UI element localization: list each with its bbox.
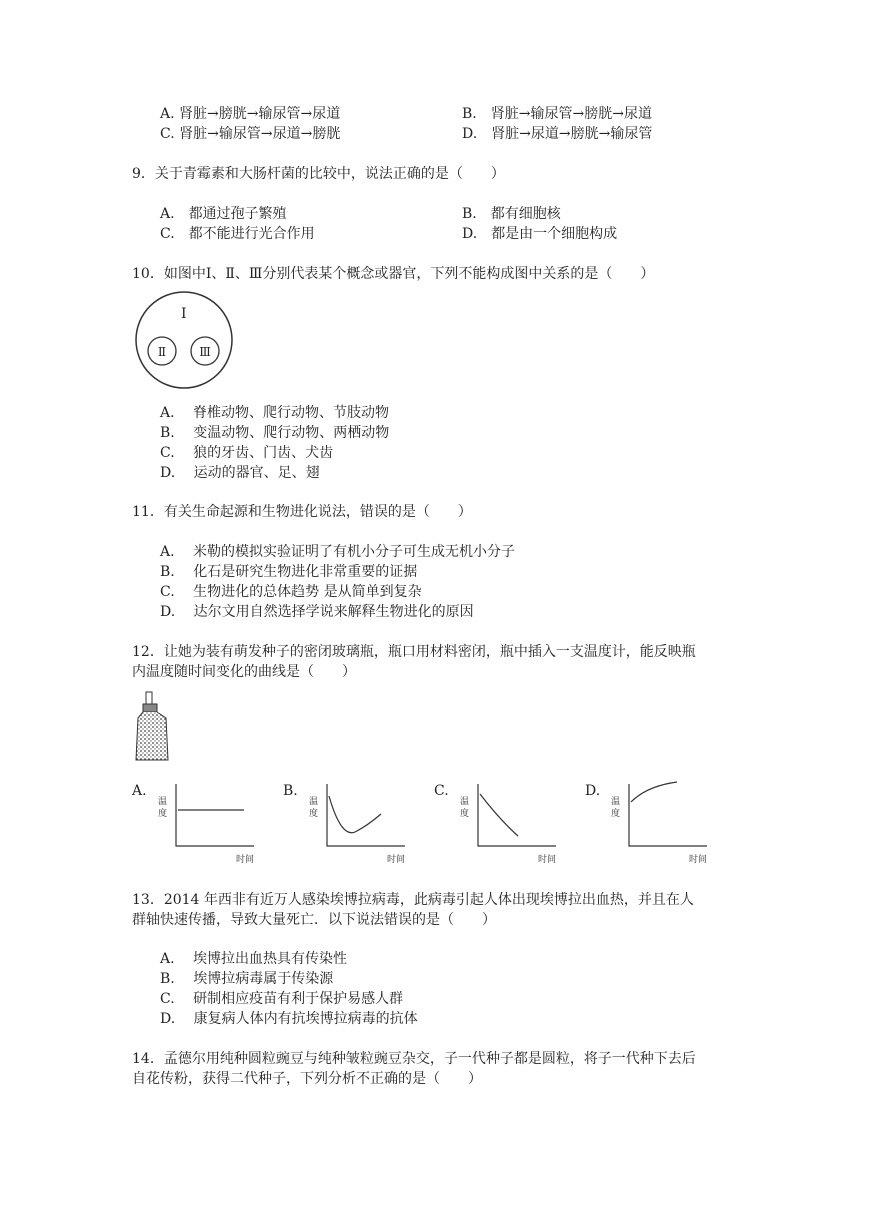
q10-option-d: D. 运动的器官、足、翅	[160, 465, 320, 481]
q12-option-b-label: B.	[283, 783, 298, 799]
q12-option-a-label: A.	[132, 783, 147, 799]
chart-axes	[327, 784, 405, 846]
q12-stem-line2: 内温度随时间变化的曲线是（ ）	[132, 664, 356, 680]
q13-option-a: A. 埃博拉出血热具有传染性	[160, 951, 348, 967]
y-axis-label-char: 温	[460, 797, 470, 807]
q13-stem-line1: 13．2014 年西非有近万人感染埃博拉病毒，此病毒引起人体出现埃博拉出血热，并且在人	[132, 892, 694, 908]
q10-stem: 10．如图中Ⅰ、Ⅱ、Ⅲ分别代表某个概念或器官，下列不能构成图中关系的是（ ）	[132, 266, 655, 282]
q9-option-a: A. 都通过孢子繁殖	[160, 206, 287, 222]
q8-option-d: D. 肾脏→尿道→膀胱→输尿管	[462, 126, 653, 142]
bottle-stopper	[143, 704, 157, 712]
q11-option-c: C. 生物进化的总体趋势 是从简单到复杂	[160, 584, 422, 600]
q12-stem-line1: 12．让她为装有萌发种子的密闭玻璃瓶，瓶口用材料密闭，瓶中插入一支温度计，能反映瓶	[132, 644, 696, 660]
q12-option-c-label: C.	[434, 783, 449, 799]
y-axis-label-char: 温	[158, 797, 168, 807]
q10-option-a: A. 脊椎动物、爬行动物、节肢动物	[160, 405, 390, 421]
q13-stem-line2: 群轴快速传播，导致大量死亡．以下说法错误的是（ ）	[132, 912, 496, 928]
q12-chart-c	[456, 780, 566, 870]
curve-dip-rise	[329, 796, 381, 833]
x-axis-label: 时间	[387, 855, 406, 865]
q11-option-d: D. 达尔文用自然选择学说来解释生物进化的原因	[160, 604, 474, 620]
q12-option-d-label: D.	[585, 783, 601, 799]
q11-option-b: B. 化石是研究生物进化非常重要的证据	[160, 564, 418, 580]
x-axis-label: 时间	[689, 855, 708, 865]
q10-option-c: C. 狼的牙齿、门齿、犬齿	[160, 445, 334, 461]
y-axis-label-char: 度	[309, 809, 319, 819]
y-axis-label-char: 温	[611, 797, 621, 807]
q13-option-b: B. 埃博拉病毒属于传染源	[160, 971, 334, 987]
y-axis-label-char: 度	[158, 809, 168, 819]
q9-option-c: C. 都不能进行光合作用	[160, 226, 315, 242]
q9-option-d: D. 都是由一个细胞构成	[462, 226, 618, 242]
label-outer: Ⅰ	[181, 306, 187, 322]
chart-axes	[176, 784, 254, 846]
y-axis-label-char: 温	[309, 797, 319, 807]
q12-chart-b	[305, 780, 415, 870]
y-axis-label-char: 度	[611, 809, 621, 819]
curve-increase	[631, 782, 677, 802]
q8-option-b: B. 肾脏→输尿管→膀胱→尿道	[462, 106, 652, 122]
chart-axes	[478, 784, 556, 846]
q13-option-d: D. 康复病人体内有抗埃博拉病毒的抗体	[160, 1011, 418, 1027]
q11-option-a: A. 米勒的模拟实验证明了有机小分子可生成无机小分子	[160, 544, 516, 560]
x-axis-label: 时间	[236, 855, 255, 865]
bottle-body	[136, 712, 168, 760]
q14-stem-line2: 自花传粉，获得二代种子，下列分析不正确的是（ ）	[132, 1071, 482, 1087]
q11-stem: 11．有关生命起源和生物进化说法，错误的是（ ）	[132, 504, 472, 520]
label-inner-left: Ⅱ	[157, 345, 167, 359]
label-inner-right: Ⅲ	[199, 345, 211, 359]
q10-option-b: B. 变温动物、爬行动物、两栖动物	[160, 425, 390, 441]
q12-chart-d	[607, 780, 717, 870]
q8-option-c: C. 肾脏→输尿管→尿道→膀胱	[160, 126, 341, 142]
q9-stem: 9．关于青霉素和大肠杆菌的比较中，说法正确的是（ ）	[132, 166, 505, 182]
x-axis-label: 时间	[538, 855, 557, 865]
q12-chart-a	[154, 780, 264, 870]
q10-venn-diagram	[132, 290, 242, 390]
q14-stem-line1: 14．孟德尔用纯种圆粒豌豆与纯种皱粒豌豆杂交，子一代种子都是圆粒，将子一代种下去后	[132, 1051, 696, 1067]
chart-axes	[629, 784, 707, 846]
q13-option-c: C. 研制相应疫苗有利于保护易感人群	[160, 991, 404, 1007]
q9-option-b: B. 都有细胞核	[462, 206, 561, 222]
y-axis-label-char: 度	[460, 809, 470, 819]
q8-option-a: A. 肾脏→膀胱→输尿管→尿道	[160, 106, 341, 122]
sealed-bottle-image	[132, 690, 172, 762]
curve-decrease	[480, 794, 518, 836]
